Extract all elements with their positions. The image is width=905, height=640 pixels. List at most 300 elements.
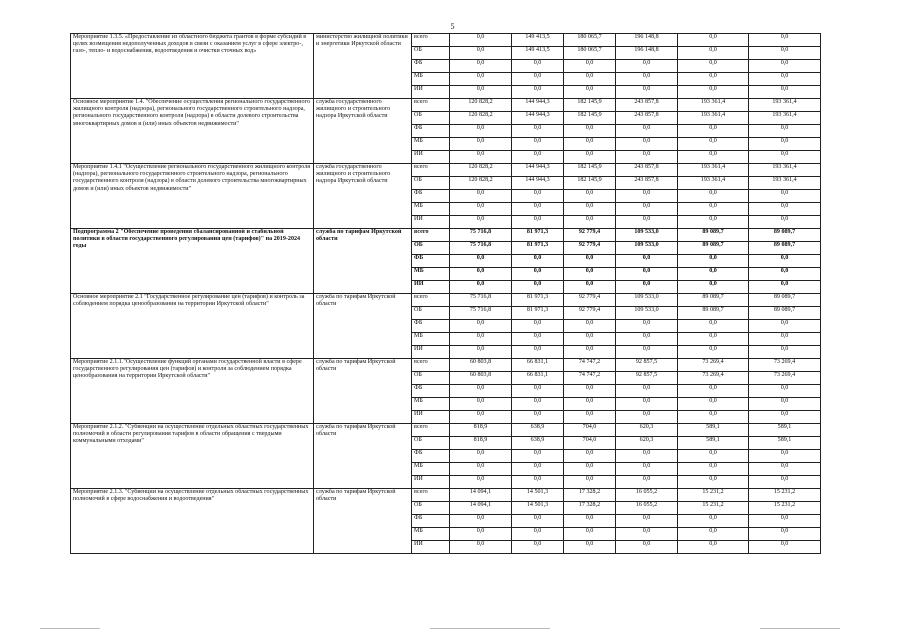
amount-cell: 0,0 (616, 281, 678, 294)
amount-cell: 638,9 (512, 424, 564, 437)
amount-cell: 0,0 (512, 385, 564, 398)
funding-source: ФБ (412, 190, 450, 203)
amount-cell: 0,0 (749, 151, 821, 164)
amount-cell: 0,0 (564, 515, 616, 528)
funding-source: ИИ (412, 411, 450, 424)
funding-source: ИИ (412, 216, 450, 229)
amount-cell: 0,0 (450, 138, 512, 151)
amount-cell: 0,0 (564, 463, 616, 476)
amount-cell: 182 145,9 (564, 99, 616, 112)
funding-source: МБ (412, 398, 450, 411)
amount-cell: 0,0 (678, 476, 749, 489)
amount-cell: 92 857,5 (616, 372, 678, 385)
amount-cell: 75 716,8 (450, 242, 512, 255)
amount-cell: 0,0 (616, 138, 678, 151)
amount-cell: 0,0 (616, 60, 678, 73)
amount-cell: 193 361,4 (678, 112, 749, 125)
activity-name: Подпрограмма 2 "Обеспечение проведения сбалансированной и стабильной политики в области государственного регулирования цен (тарифов)" на 2019-2024 годы (71, 229, 314, 294)
amount-cell: 109 533,0 (616, 229, 678, 242)
funding-source: ИИ (412, 476, 450, 489)
amount-cell: 0,0 (616, 255, 678, 268)
amount-cell: 15 231,2 (749, 489, 821, 502)
amount-cell: 0,0 (749, 281, 821, 294)
amount-cell: 0,0 (512, 476, 564, 489)
amount-cell: 0,0 (512, 450, 564, 463)
amount-cell: 81 971,3 (512, 242, 564, 255)
amount-cell: 89 089,7 (749, 229, 821, 242)
amount-cell: 0,0 (749, 125, 821, 138)
amount-cell: 81 971,3 (512, 294, 564, 307)
amount-cell: 0,0 (512, 60, 564, 73)
amount-cell: 0,0 (564, 138, 616, 151)
amount-cell: 0,0 (564, 60, 616, 73)
amount-cell: 0,0 (564, 190, 616, 203)
amount-cell: 0,0 (512, 320, 564, 333)
amount-cell: 17 328,2 (564, 489, 616, 502)
amount-cell: 182 145,9 (564, 177, 616, 190)
table-row (71, 229, 821, 242)
amount-cell: 0,0 (616, 125, 678, 138)
funding-source: ИИ (412, 541, 450, 554)
amount-cell: 0,0 (450, 411, 512, 424)
amount-cell: 0,0 (678, 320, 749, 333)
amount-cell: 109 533,0 (616, 307, 678, 320)
amount-cell: 0,0 (678, 398, 749, 411)
amount-cell: 0,0 (616, 320, 678, 333)
amount-cell: 0,0 (450, 346, 512, 359)
amount-cell: 0,0 (749, 203, 821, 216)
funding-source: всего (412, 34, 450, 47)
amount-cell: 0,0 (678, 346, 749, 359)
funding-source: ФБ (412, 60, 450, 73)
amount-cell: 0,0 (512, 281, 564, 294)
amount-cell: 0,0 (678, 450, 749, 463)
table-row (71, 34, 821, 47)
amount-cell: 0,0 (616, 346, 678, 359)
funding-source: ОБ (412, 112, 450, 125)
executor-name: служба государственного жилищного и строительного надзора Иркутской области (314, 99, 412, 164)
amount-cell: 0,0 (616, 333, 678, 346)
amount-cell: 17 328,2 (564, 502, 616, 515)
activity-name: Мероприятие 1.3.5. «Предоставление из областного бюджета грантов в форме субсидий в целях возмещения недополученных доходов в связи с оказанием услуг в сфере электро-, газо-, тепло- и водоснабжения, водоотведения и очистки сточных вод» (71, 34, 314, 99)
executor-name: служба по тарифам Иркутской области (314, 424, 412, 489)
amount-cell: 180 065,7 (564, 34, 616, 47)
amount-cell: 75 716,8 (450, 229, 512, 242)
amount-cell: 0,0 (512, 398, 564, 411)
funding-source: МБ (412, 463, 450, 476)
amount-cell: 0,0 (450, 216, 512, 229)
amount-cell: 149 413,5 (512, 34, 564, 47)
amount-cell: 0,0 (564, 268, 616, 281)
amount-cell: 0,0 (678, 190, 749, 203)
amount-cell: 0,0 (564, 450, 616, 463)
amount-cell: 0,0 (564, 333, 616, 346)
amount-cell: 14 094,1 (450, 489, 512, 502)
amount-cell: 196 148,8 (616, 47, 678, 60)
amount-cell: 193 361,4 (678, 177, 749, 190)
amount-cell: 0,0 (450, 73, 512, 86)
amount-cell: 144 944,3 (512, 99, 564, 112)
budget-table (70, 33, 821, 554)
amount-cell: 0,0 (616, 151, 678, 164)
amount-cell: 0,0 (564, 281, 616, 294)
table-row (71, 294, 821, 307)
table-row (71, 424, 821, 437)
funding-source: ИИ (412, 281, 450, 294)
amount-cell: 0,0 (564, 476, 616, 489)
amount-cell: 0,0 (564, 398, 616, 411)
executor-name: министерство жилищной политики и энергетики Иркутской области (314, 34, 412, 99)
amount-cell: 74 747,2 (564, 372, 616, 385)
amount-cell: 0,0 (512, 333, 564, 346)
amount-cell: 589,1 (749, 437, 821, 450)
amount-cell: 0,0 (616, 463, 678, 476)
amount-cell: 60 803,8 (450, 372, 512, 385)
funding-source: всего (412, 424, 450, 437)
amount-cell: 109 533,0 (616, 294, 678, 307)
amount-cell: 0,0 (512, 190, 564, 203)
amount-cell: 0,0 (749, 346, 821, 359)
amount-cell: 0,0 (450, 385, 512, 398)
amount-cell: 0,0 (616, 398, 678, 411)
executor-name: служба по тарифам Иркутской области (314, 229, 412, 294)
funding-source: ОБ (412, 47, 450, 60)
amount-cell: 243 857,8 (616, 99, 678, 112)
amount-cell: 0,0 (512, 73, 564, 86)
amount-cell: 193 361,4 (749, 177, 821, 190)
amount-cell: 0,0 (450, 60, 512, 73)
amount-cell: 0,0 (450, 268, 512, 281)
table-row (71, 164, 821, 177)
executor-name: служба по тарифам Иркутской области (314, 489, 412, 554)
funding-source: ФБ (412, 450, 450, 463)
amount-cell: 15 231,2 (678, 502, 749, 515)
table-row (71, 99, 821, 112)
amount-cell: 0,0 (616, 528, 678, 541)
amount-cell: 92 779,4 (564, 242, 616, 255)
amount-cell: 0,0 (512, 216, 564, 229)
amount-cell: 196 148,8 (616, 34, 678, 47)
activity-name: Основное мероприятие 1.4. "Обеспечение осуществления регионального государственного жилищного контроля (надзора), регионального государственного строительного надзора, регионального государственного контроля (надзора) в области долевого строительства многоквартирных домов и (или) иных объектов недвижимости" (71, 99, 314, 164)
amount-cell: 589,1 (749, 424, 821, 437)
amount-cell: 0,0 (749, 255, 821, 268)
amount-cell: 0,0 (678, 125, 749, 138)
amount-cell: 0,0 (678, 47, 749, 60)
amount-cell: 0,0 (564, 320, 616, 333)
amount-cell: 818,9 (450, 437, 512, 450)
amount-cell: 109 533,0 (616, 242, 678, 255)
activity-name: Основное мероприятие 2.1 "Государственное регулирование цен (тарифов) и контроль за соблюдением порядка ценообразования на территории Иркутской области" (71, 294, 314, 359)
funding-source: ИИ (412, 346, 450, 359)
amount-cell: 75 716,8 (450, 307, 512, 320)
amount-cell: 0,0 (678, 515, 749, 528)
amount-cell: 0,0 (564, 541, 616, 554)
amount-cell: 89 089,7 (678, 242, 749, 255)
amount-cell: 0,0 (749, 398, 821, 411)
amount-cell: 92 779,4 (564, 307, 616, 320)
amount-cell: 92 779,4 (564, 294, 616, 307)
amount-cell: 0,0 (450, 281, 512, 294)
amount-cell: 144 944,3 (512, 164, 564, 177)
amount-cell: 620,3 (616, 437, 678, 450)
amount-cell: 0,0 (512, 138, 564, 151)
amount-cell: 704,0 (564, 437, 616, 450)
amount-cell: 89 089,7 (749, 294, 821, 307)
amount-cell: 73 269,4 (749, 372, 821, 385)
amount-cell: 73 269,4 (678, 372, 749, 385)
amount-cell: 0,0 (678, 528, 749, 541)
amount-cell: 0,0 (616, 190, 678, 203)
activity-name: Мероприятие 2.1.2. "Субвенции на осуществление отдельных областных государственных полномочий в области регулирования тарифов в области обращения с твердыми коммунальными отходами" (71, 424, 314, 489)
amount-cell: 0,0 (512, 255, 564, 268)
amount-cell: 0,0 (512, 86, 564, 99)
amount-cell: 0,0 (678, 268, 749, 281)
amount-cell: 193 361,4 (749, 112, 821, 125)
amount-cell: 0,0 (450, 190, 512, 203)
amount-cell: 0,0 (616, 450, 678, 463)
amount-cell: 0,0 (450, 203, 512, 216)
amount-cell: 120 828,2 (450, 164, 512, 177)
scan-artifact (430, 628, 550, 629)
amount-cell: 243 857,8 (616, 177, 678, 190)
amount-cell: 0,0 (678, 281, 749, 294)
funding-source: ОБ (412, 372, 450, 385)
table-row (71, 359, 821, 372)
amount-cell: 0,0 (450, 47, 512, 60)
amount-cell: 0,0 (678, 151, 749, 164)
amount-cell: 66 831,1 (512, 359, 564, 372)
scan-artifact (40, 628, 100, 629)
amount-cell: 0,0 (616, 268, 678, 281)
amount-cell: 73 269,4 (678, 359, 749, 372)
amount-cell: 193 361,4 (678, 99, 749, 112)
amount-cell: 0,0 (450, 463, 512, 476)
funding-source: всего (412, 164, 450, 177)
funding-source: всего (412, 294, 450, 307)
amount-cell: 0,0 (678, 541, 749, 554)
amount-cell: 0,0 (749, 138, 821, 151)
funding-source: МБ (412, 73, 450, 86)
funding-source: ОБ (412, 502, 450, 515)
amount-cell: 0,0 (616, 73, 678, 86)
amount-cell: 818,9 (450, 424, 512, 437)
amount-cell: 15 231,2 (678, 489, 749, 502)
executor-name: служба государственного жилищного и строительного надзора Иркутской области (314, 164, 412, 229)
funding-source: ФБ (412, 515, 450, 528)
amount-cell: 180 065,7 (564, 47, 616, 60)
funding-source: всего (412, 359, 450, 372)
funding-source: ФБ (412, 385, 450, 398)
amount-cell: 0,0 (749, 320, 821, 333)
amount-cell: 0,0 (678, 138, 749, 151)
amount-cell: 0,0 (450, 398, 512, 411)
amount-cell: 0,0 (450, 515, 512, 528)
amount-cell: 0,0 (564, 528, 616, 541)
amount-cell: 75 716,8 (450, 294, 512, 307)
amount-cell: 66 831,1 (512, 372, 564, 385)
amount-cell: 0,0 (749, 268, 821, 281)
amount-cell: 0,0 (512, 268, 564, 281)
amount-cell: 0,0 (678, 34, 749, 47)
amount-cell: 0,0 (564, 346, 616, 359)
amount-cell: 0,0 (564, 73, 616, 86)
amount-cell: 0,0 (450, 34, 512, 47)
amount-cell: 0,0 (749, 528, 821, 541)
amount-cell: 120 828,2 (450, 112, 512, 125)
amount-cell: 0,0 (512, 346, 564, 359)
amount-cell: 0,0 (678, 73, 749, 86)
amount-cell: 193 361,4 (749, 164, 821, 177)
amount-cell: 120 828,2 (450, 177, 512, 190)
amount-cell: 0,0 (450, 528, 512, 541)
page-number: 5 (450, 22, 455, 31)
amount-cell: 89 089,7 (678, 307, 749, 320)
amount-cell: 120 828,2 (450, 99, 512, 112)
funding-source: ОБ (412, 177, 450, 190)
amount-cell: 0,0 (749, 450, 821, 463)
amount-cell: 0,0 (678, 385, 749, 398)
executor-name: служба по тарифам Иркутской области (314, 294, 412, 359)
funding-source: МБ (412, 268, 450, 281)
amount-cell: 0,0 (450, 255, 512, 268)
funding-source: всего (412, 99, 450, 112)
amount-cell: 638,9 (512, 437, 564, 450)
amount-cell: 182 145,9 (564, 112, 616, 125)
amount-cell: 0,0 (616, 385, 678, 398)
amount-cell: 0,0 (616, 216, 678, 229)
amount-cell: 243 857,8 (616, 164, 678, 177)
amount-cell: 620,3 (616, 424, 678, 437)
scan-artifact (760, 628, 840, 629)
funding-source: ИИ (412, 151, 450, 164)
amount-cell: 74 747,2 (564, 359, 616, 372)
amount-cell: 0,0 (616, 476, 678, 489)
funding-source: всего (412, 229, 450, 242)
amount-cell: 0,0 (450, 333, 512, 346)
amount-cell: 0,0 (749, 541, 821, 554)
amount-cell: 144 944,3 (512, 112, 564, 125)
amount-cell: 0,0 (616, 541, 678, 554)
amount-cell: 0,0 (749, 216, 821, 229)
amount-cell: 0,0 (678, 86, 749, 99)
amount-cell: 89 089,7 (678, 229, 749, 242)
amount-cell: 14 501,3 (512, 489, 564, 502)
amount-cell: 149 413,5 (512, 47, 564, 60)
funding-source: ОБ (412, 307, 450, 320)
amount-cell: 81 971,3 (512, 307, 564, 320)
amount-cell: 0,0 (564, 203, 616, 216)
amount-cell: 0,0 (450, 476, 512, 489)
amount-cell: 0,0 (450, 125, 512, 138)
amount-cell: 0,0 (749, 385, 821, 398)
amount-cell: 0,0 (678, 333, 749, 346)
amount-cell: 0,0 (749, 411, 821, 424)
amount-cell: 589,1 (678, 437, 749, 450)
amount-cell: 0,0 (749, 34, 821, 47)
funding-source: ФБ (412, 320, 450, 333)
amount-cell: 144 944,3 (512, 177, 564, 190)
amount-cell: 243 857,8 (616, 112, 678, 125)
amount-cell: 0,0 (749, 47, 821, 60)
amount-cell: 0,0 (678, 60, 749, 73)
amount-cell: 14 501,3 (512, 502, 564, 515)
amount-cell: 0,0 (749, 333, 821, 346)
amount-cell: 89 089,7 (678, 294, 749, 307)
amount-cell: 16 055,2 (616, 502, 678, 515)
amount-cell: 0,0 (749, 515, 821, 528)
amount-cell: 0,0 (564, 125, 616, 138)
amount-cell: 0,0 (564, 216, 616, 229)
table-row (71, 489, 821, 502)
amount-cell: 0,0 (678, 203, 749, 216)
amount-cell: 0,0 (616, 411, 678, 424)
amount-cell: 0,0 (749, 463, 821, 476)
funding-source: МБ (412, 203, 450, 216)
amount-cell: 0,0 (512, 203, 564, 216)
activity-name: Мероприятие 2.1.3. "Субвенции на осуществление отдельных областных государственных полномочий в сфере водоснабжения и водоотведения" (71, 489, 314, 554)
amount-cell: 0,0 (564, 255, 616, 268)
amount-cell: 193 361,4 (678, 164, 749, 177)
amount-cell: 14 094,1 (450, 502, 512, 515)
amount-cell: 92 857,5 (616, 359, 678, 372)
funding-source: всего (412, 489, 450, 502)
amount-cell: 0,0 (564, 86, 616, 99)
activity-name: Мероприятие 1.4.1 "Осуществление регионального государственного жилищного контроля (надзора), регионального государственного строительного надзора, регионального государственного контроля (надзора) в области долевого строительства многоквартирных домов и (или) иных объектов недвижимости" (71, 164, 314, 229)
amount-cell: 0,0 (678, 463, 749, 476)
amount-cell: 0,0 (749, 476, 821, 489)
funding-source: МБ (412, 528, 450, 541)
amount-cell: 704,0 (564, 424, 616, 437)
funding-source: МБ (412, 333, 450, 346)
amount-cell: 0,0 (450, 541, 512, 554)
amount-cell: 0,0 (450, 320, 512, 333)
amount-cell: 15 231,2 (749, 502, 821, 515)
amount-cell: 0,0 (749, 73, 821, 86)
amount-cell: 73 269,4 (749, 359, 821, 372)
amount-cell: 0,0 (616, 203, 678, 216)
funding-source: ОБ (412, 242, 450, 255)
amount-cell: 0,0 (678, 255, 749, 268)
amount-cell: 81 971,3 (512, 229, 564, 242)
amount-cell: 0,0 (512, 541, 564, 554)
amount-cell: 0,0 (564, 151, 616, 164)
amount-cell: 0,0 (512, 125, 564, 138)
amount-cell: 182 145,9 (564, 164, 616, 177)
amount-cell: 589,1 (678, 424, 749, 437)
amount-cell: 0,0 (564, 385, 616, 398)
amount-cell: 0,0 (616, 515, 678, 528)
amount-cell: 92 779,4 (564, 229, 616, 242)
funding-source: МБ (412, 138, 450, 151)
amount-cell: 0,0 (450, 450, 512, 463)
budget-table-body (71, 34, 821, 554)
amount-cell: 0,0 (678, 216, 749, 229)
amount-cell: 0,0 (749, 190, 821, 203)
amount-cell: 60 803,8 (450, 359, 512, 372)
funding-source: ФБ (412, 125, 450, 138)
amount-cell: 0,0 (564, 411, 616, 424)
amount-cell: 0,0 (512, 528, 564, 541)
funding-source: ФБ (412, 255, 450, 268)
amount-cell: 0,0 (749, 86, 821, 99)
amount-cell: 0,0 (450, 86, 512, 99)
funding-source: ОБ (412, 437, 450, 450)
amount-cell: 0,0 (678, 411, 749, 424)
amount-cell: 16 055,2 (616, 489, 678, 502)
amount-cell: 89 089,7 (749, 307, 821, 320)
amount-cell: 0,0 (512, 463, 564, 476)
executor-name: служба по тарифам Иркутской области (314, 359, 412, 424)
